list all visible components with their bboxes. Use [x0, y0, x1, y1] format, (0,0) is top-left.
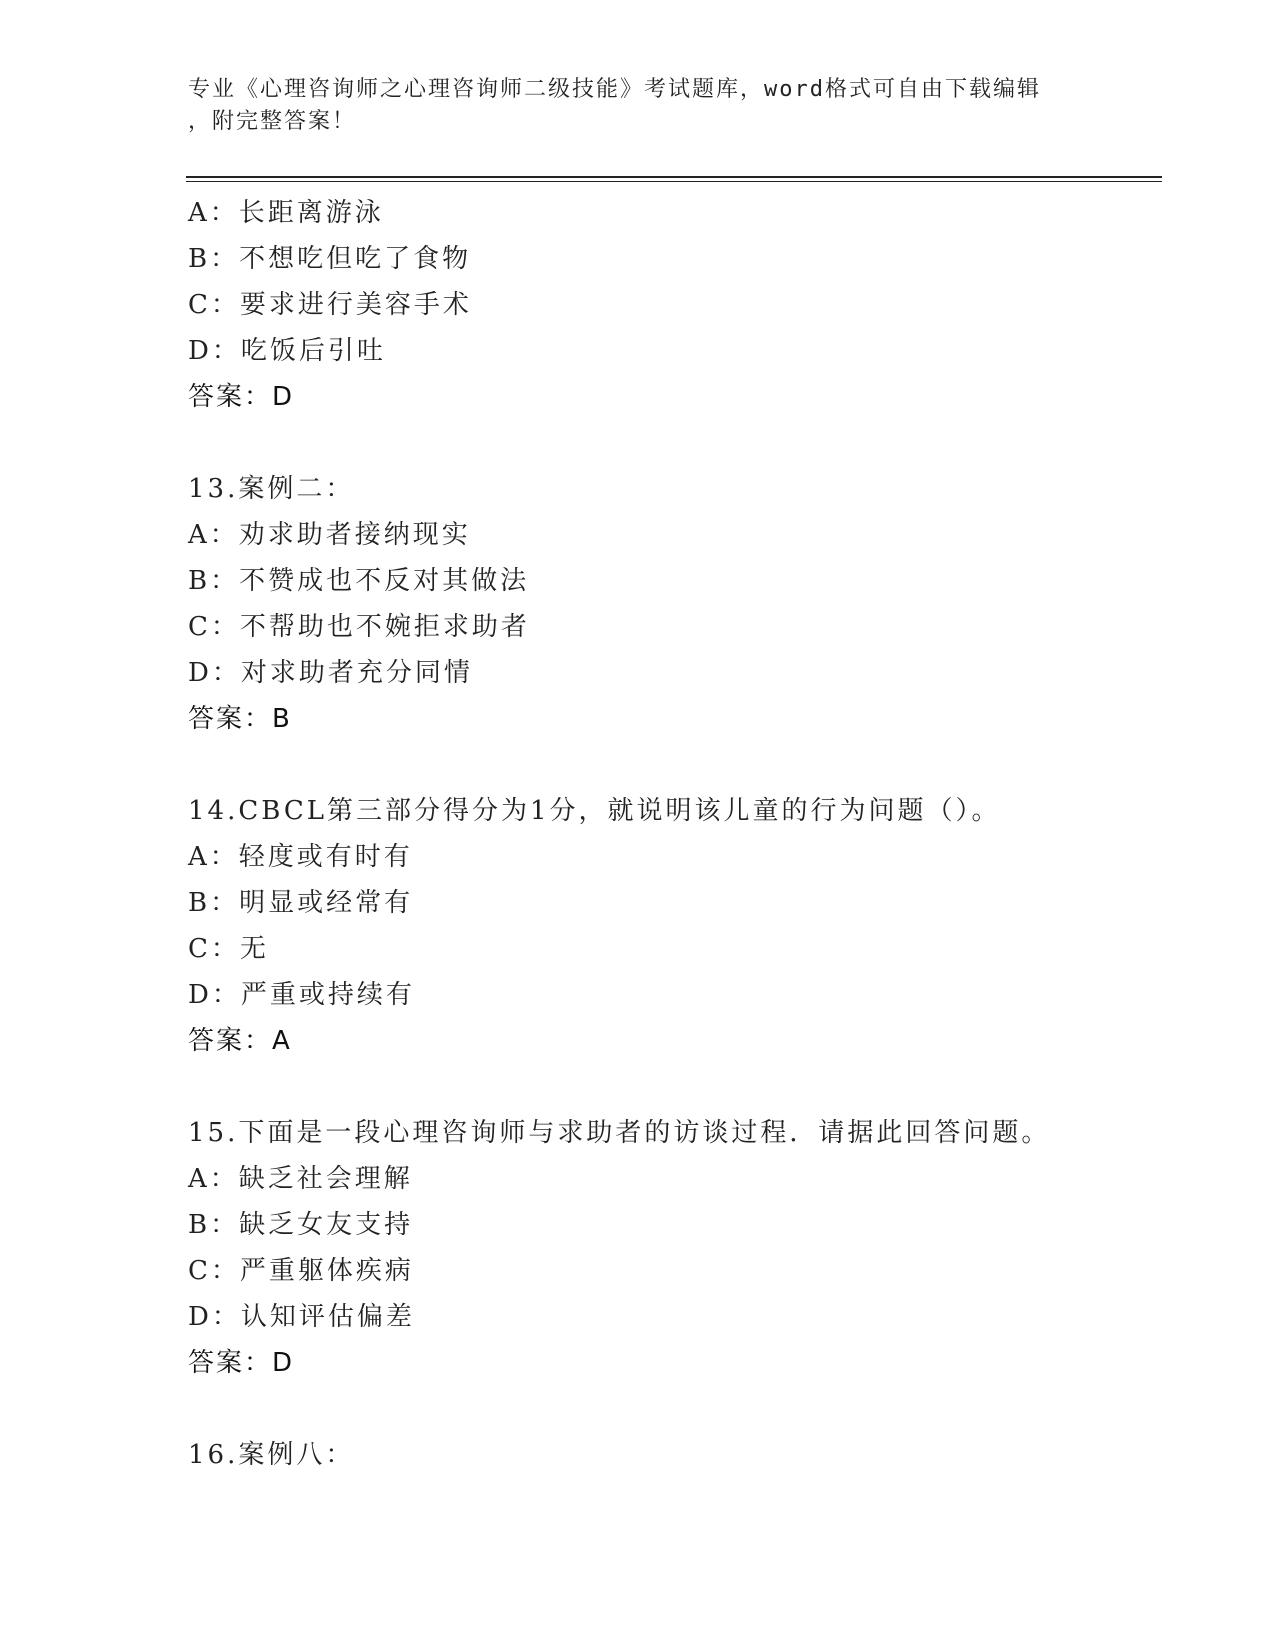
option-b: B：不赞成也不反对其做法 — [188, 566, 530, 596]
option-d: D：吃饭后引吐 — [188, 336, 386, 366]
option-c: C：要求进行美容手术 — [188, 290, 472, 320]
option-a: A：轻度或有时有 — [188, 842, 413, 872]
question-13 — [188, 466, 1148, 742]
answer-line: 答案：A — [188, 1026, 292, 1056]
option-d: D：认知评估偏差 — [188, 1302, 415, 1332]
option-b: B：不想吃但吃了食物 — [188, 244, 472, 274]
answer-line: 答案：D — [188, 1348, 295, 1378]
question-title: 14.CBCL第三部分得分为1分，就说明该儿童的行为问题（）。 — [188, 796, 1001, 826]
header-line-2: ，附完整答案！ — [188, 109, 357, 134]
question-16 — [188, 1432, 1148, 1478]
question-list — [188, 190, 1148, 1478]
answer-line: 答案：B — [188, 704, 292, 734]
option-d: D：严重或持续有 — [188, 980, 415, 1010]
option-a: A：劝求助者接纳现实 — [188, 520, 471, 550]
question-12 — [188, 190, 1148, 420]
option-d: D：对求助者充分同情 — [188, 658, 473, 688]
option-b: B：缺乏女友支持 — [188, 1210, 414, 1240]
option-a: A：长距离游泳 — [188, 198, 384, 228]
header-divider-thick — [186, 176, 1162, 178]
option-c: C：不帮助也不婉拒求助者 — [188, 612, 530, 642]
question-15 — [188, 1110, 1148, 1386]
question-title: 16.案例八： — [188, 1440, 355, 1470]
question-14 — [188, 788, 1148, 1064]
option-c: C：严重躯体疾病 — [188, 1256, 414, 1286]
document-header — [188, 74, 1088, 138]
option-c: C：无 — [188, 934, 269, 964]
question-title: 15.下面是一段心理咨询师与求助者的访谈过程．请据此回答问题。 — [188, 1118, 1051, 1148]
header-divider-thin — [186, 181, 1162, 182]
option-a: A：缺乏社会理解 — [188, 1164, 413, 1194]
question-title: 13.案例二： — [188, 474, 355, 504]
header-line-1: 专业《心理咨询师之心理咨询师二级技能》考试题库，word格式可自由下载编辑 — [188, 77, 1041, 102]
answer-line: 答案：D — [188, 382, 295, 412]
option-b: B：明显或经常有 — [188, 888, 414, 918]
